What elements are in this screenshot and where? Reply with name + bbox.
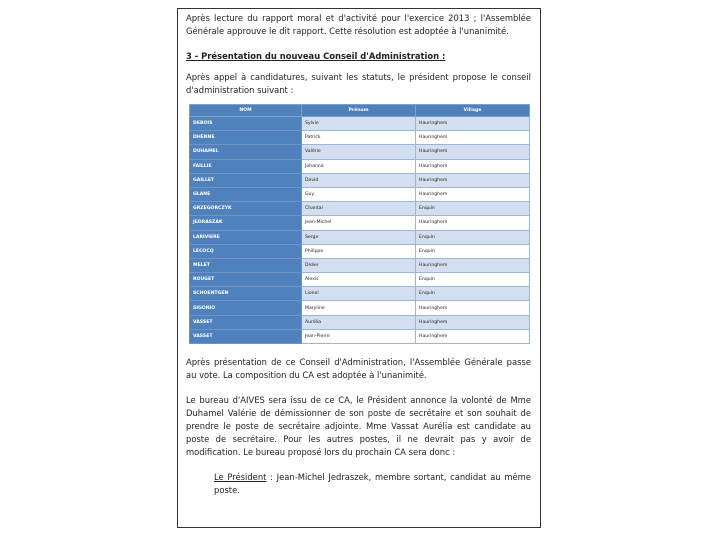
cell-prenom: Johanna (302, 159, 416, 173)
table-row (190, 145, 530, 159)
header-prenom: Prénom (302, 105, 416, 117)
president-text: : Jean-Michel Jedraszek, membre sortant, candidat au même poste. (214, 472, 531, 495)
cell-nom: LARIVIERE (190, 230, 302, 244)
cell-nom: DEBOIS (190, 117, 302, 131)
table-row (190, 301, 530, 315)
document-page (177, 8, 541, 528)
cell-village: Enquin (416, 287, 530, 301)
cell-village: Hauringhem (416, 173, 530, 187)
cell-village: Hauringhem (416, 145, 530, 159)
table-row (190, 202, 530, 216)
cell-prenom: Didier (302, 258, 416, 272)
cell-village: Hauringhem (416, 258, 530, 272)
cell-village: Hauringhem (416, 159, 530, 173)
vote-paragraph: Après présentation de ce Conseil d'Administration, l'Assemblée Générale passe au vote. La composition du CA est adoptée à l'unanimité. (186, 357, 531, 380)
cell-nom: DHENNE (190, 131, 302, 145)
cell-prenom: Maryline (302, 301, 416, 315)
cell-village: Hauringhem (416, 117, 530, 131)
table-row (190, 117, 530, 131)
cell-prenom: Serge (302, 230, 416, 244)
cell-nom: JEDRASZAK (190, 216, 302, 230)
bureau-paragraph: Le bureau d'AIVES sera issu de ce CA, le Président annonce la volonté de Mme Duhamel Valérie de démissionner de son poste de secrétaire et son souhait de prendre le poste de secrétaire adjointe. Mme Vassat Aurélia est candidate au poste de secrétaire. Pour les autres postes, il ne devrait pas y avoir de modification. Le bureau proposé lors du prochain CA sera donc : (186, 395, 531, 457)
president-label: Le Président (214, 472, 267, 482)
cell-nom: VASSET (190, 315, 302, 329)
cell-prenom: Jean-Michel (302, 216, 416, 230)
table-row (190, 173, 530, 187)
table-row (190, 131, 530, 145)
candidates-paragraph: Après appel à candidatures, suivant les statuts, le président propose le conseil d'administration suivant : (186, 72, 531, 95)
cell-village: Enquin (416, 273, 530, 287)
table-row (190, 258, 530, 272)
section-heading-colon: : (439, 51, 446, 61)
cell-village: Hauringhem (416, 329, 530, 343)
president-line (186, 471, 531, 497)
cell-prenom: Guy (302, 187, 416, 201)
section-heading-text: 3 - Présentation du nouveau Conseil d'Administration (186, 51, 440, 61)
header-nom: NOM (190, 105, 302, 117)
cell-prenom: Alexis (302, 273, 416, 287)
cell-nom: SIGONIO (190, 301, 302, 315)
cell-prenom: Lionel (302, 287, 416, 301)
table-row (190, 216, 530, 230)
council-table (189, 104, 530, 344)
cell-village: Hauringhem (416, 315, 530, 329)
table-row (190, 244, 530, 258)
header-village: Village (416, 105, 530, 117)
cell-prenom: Jean-Pierre (302, 329, 416, 343)
cell-village: Hauringhem (416, 131, 530, 145)
cell-nom: MELET (190, 258, 302, 272)
cell-nom: SCHOENTGEN (190, 287, 302, 301)
cell-nom: ROUGET (190, 273, 302, 287)
council-table-body (190, 117, 530, 344)
table-row (190, 273, 530, 287)
cell-village: Hauringhem (416, 187, 530, 201)
cell-nom: GAILLET (190, 173, 302, 187)
cell-nom: VASSET (190, 329, 302, 343)
cell-prenom: Philippe (302, 244, 416, 258)
table-header-row (190, 105, 530, 117)
table-row (190, 187, 530, 201)
cell-nom: GRZEGORCZYK (190, 202, 302, 216)
cell-village: Hauringhem (416, 216, 530, 230)
table-row (190, 159, 530, 173)
section-heading (186, 50, 531, 63)
cell-prenom: Patrick (302, 131, 416, 145)
cell-village: Enquin (416, 244, 530, 258)
cell-village: Enquin (416, 202, 530, 216)
table-row (190, 287, 530, 301)
cell-prenom: David (302, 173, 416, 187)
cell-nom: LECOCQ (190, 244, 302, 258)
cell-village: Hauringhem (416, 301, 530, 315)
cell-village: Enquin (416, 230, 530, 244)
cell-nom: GLANE (190, 187, 302, 201)
table-row (190, 230, 530, 244)
cell-prenom: Valérie (302, 145, 416, 159)
cell-prenom: Chantal (302, 202, 416, 216)
cell-prenom: Sylvie (302, 117, 416, 131)
approval-paragraph: Après lecture du rapport moral et d'activité pour l'exercice 2013 ; l'Assemblée Générale approuve le dit rapport. Cette résolution est adoptée à l'unanimité. (186, 13, 531, 36)
cell-prenom: Aurélia (302, 315, 416, 329)
cell-nom: FAILLIE (190, 159, 302, 173)
table-row (190, 329, 530, 343)
table-row (190, 315, 530, 329)
cell-nom: DUHAMEL (190, 145, 302, 159)
